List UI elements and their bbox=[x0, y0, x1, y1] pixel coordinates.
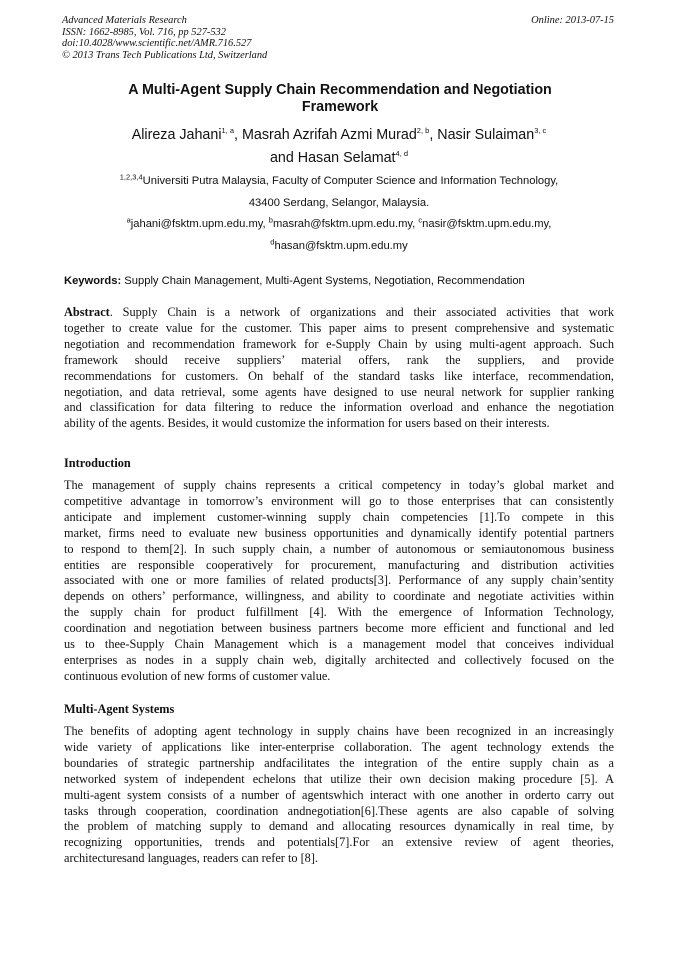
author-name: Masrah Azrifah Azmi Murad bbox=[241, 127, 417, 143]
email-link[interactable]: nasir@fsktm.upm.edu.my, bbox=[422, 218, 552, 230]
body-line: wide variety of applications like inter-enterprise collaboration. The agent technology extends the bbox=[64, 739, 614, 754]
abstract-line: negotiation, and data retrieval, some agents have designed to use neural network for supplier ranking bbox=[64, 384, 614, 399]
abstract-line: ability of the agents. Besides, it would customize the information for users based on their interests. bbox=[64, 416, 550, 431]
affiliation-line bbox=[64, 171, 614, 193]
author-superscript: 2, b bbox=[416, 126, 430, 136]
author-superscript: 1, a bbox=[221, 126, 235, 136]
copyright-line: © 2013 Trans Tech Publications Ltd, Switzerland bbox=[62, 49, 268, 61]
email-superscript: c bbox=[418, 215, 423, 225]
author-line bbox=[64, 147, 614, 170]
email-superscript: d bbox=[270, 236, 275, 246]
keywords bbox=[64, 274, 620, 288]
body-line: anticipate and implement customer-winning supply chain competencies [1].To compete in this bbox=[64, 509, 614, 524]
abstract-line: negotiation and recommendation framework for e-Supply Chain by using multi-agent approach. Such bbox=[64, 336, 614, 351]
author-superscript: 3, c bbox=[534, 126, 547, 136]
body-line: recognizing opportunities, trends and potentials[7].For an extensive review of agent theories, bbox=[64, 835, 614, 850]
affiliation-text: Universiti Putra Malaysia, Faculty of Computer Science and Information Technology, bbox=[142, 175, 559, 187]
abstract-label: Abstract bbox=[64, 305, 110, 319]
body-line: continuous evolution of new forms of customer value. bbox=[64, 668, 331, 683]
body-line: us to thee-Supply Chain Management which is a management model that conceives individual bbox=[64, 637, 614, 652]
author-line: Alireza Jahani$^{1, a}$, Masrah Azrifah Azmi Murad$^{2, b}$, Nasir Sulaiman$^{3, c}$ bbox=[131, 126, 547, 143]
introduction-heading: Introduction bbox=[64, 456, 131, 470]
online-date: Online: 2013-07-15 bbox=[531, 15, 614, 26]
body-line: coordination and negotiation between business partners become more efficient and functional and led bbox=[64, 621, 614, 636]
email-superscript: a bbox=[126, 215, 131, 225]
body-line: multi-agent system consists of a number of agentswhich interact with one another in orderto carry out bbox=[64, 787, 614, 802]
running-header bbox=[62, 15, 267, 61]
title-line: A Multi-Agent Supply Chain Recommendation and Negotiation bbox=[128, 82, 552, 98]
journal-name: Advanced Materials Research bbox=[62, 15, 187, 26]
body-line: The management of supply chains represents a critical competency in today’s global market and bbox=[64, 478, 614, 492]
email-link[interactable]: hasan@fsktm.upm.edu.my bbox=[274, 239, 408, 252]
body-line: enterprises as nodes in a supply chain web, digitally architected and collectively focused on the bbox=[64, 652, 614, 667]
address-line: 43400 Serdang, Selangor, Malaysia. bbox=[248, 196, 430, 209]
keywords-label: Keywords: bbox=[64, 275, 122, 287]
author-name: and Hasan Selamat bbox=[269, 150, 396, 166]
author-name: Nasir Sulaiman bbox=[437, 127, 535, 143]
body-line: boundaries of strategic partnership andfacilitates the integration of the entire supply chain as a bbox=[64, 755, 614, 770]
abstract-line: recommendations for customers. On behalf of the standard tasks like interface, recommendation, bbox=[64, 368, 614, 383]
title-line: Framework bbox=[301, 99, 379, 115]
body-line: tasks through cooperation, coordination andnegotiation[6].These agents are also capable of solving bbox=[64, 803, 614, 818]
paper-title bbox=[90, 82, 590, 116]
author-list bbox=[64, 124, 614, 170]
body-line: The benefits of adopting agent technology in supply chains have been recognized in an increasingly bbox=[64, 724, 614, 738]
affiliation-superscript: 1,2,3,4 bbox=[119, 172, 143, 182]
body-line: depends on others’ performance, willingness, and ability to coordinate and negotiate activities within bbox=[64, 589, 614, 604]
body-line: to respond to them[2]. In such supply chain, a number of autonomous or semiautonomous business bbox=[64, 541, 614, 556]
email-superscript: b bbox=[268, 215, 273, 225]
body-line: architecturesand languages, readers can refer to [8]. bbox=[64, 851, 318, 866]
multi-agent-heading: Multi-Agent Systems bbox=[64, 702, 175, 716]
abstract-paragraph bbox=[64, 305, 614, 432]
author-superscript: 4, d bbox=[395, 149, 409, 159]
abstract-line: framework should receive suppliers’ material offers, rank the suppliers, and provide bbox=[64, 352, 614, 367]
body-line: market, firms need to evaluate new business opportunities and dynamically identify potential partners bbox=[64, 525, 614, 540]
affiliation-block bbox=[64, 171, 614, 257]
abstract-line: and classification for data filtering to reduce the information overload and enhance the negotiation bbox=[64, 400, 614, 415]
email-line bbox=[64, 214, 614, 236]
email-line bbox=[64, 236, 614, 258]
abstract-line: Abstract. Supply Chain is a network of organizations and their associated activities that work bbox=[64, 305, 614, 319]
introduction-paragraph bbox=[64, 478, 614, 685]
issn-line: ISSN: 1662-8985, Vol. 716, pp 527-532 bbox=[62, 26, 226, 38]
body-line: entities are responsible cooperatively for procurement, manufacturing and distribution activities bbox=[64, 557, 614, 572]
abstract-line: together to create value for the customer. This paper aims to present comprehensive and systematic bbox=[64, 320, 614, 335]
multi-agent-paragraph bbox=[64, 724, 614, 867]
author-name: Alireza Jahani bbox=[131, 127, 222, 143]
body-line: networked system of independent echelons that utilize their own decision making procedure [5]. A bbox=[64, 771, 614, 786]
body-line: competitive advantage in tomorrow’s environment will go to those enterprises that can consistently bbox=[64, 493, 614, 508]
email-link[interactable]: masrah@fsktm.upm.edu.my, bbox=[272, 218, 419, 230]
body-line: the supply chain for product fulfillment [4]. With the emergence of Information Technology, bbox=[64, 605, 614, 620]
body-line: associated with one or more families of related products[3]. Performance of any supply chain’sentity bbox=[64, 573, 614, 588]
body-line: the problem of matching supply to demand and allocating resources dynamically in real time, by bbox=[64, 819, 614, 834]
doi-line[interactable]: doi:10.4028/www.scientific.net/AMR.716.527 bbox=[62, 38, 252, 49]
keywords-text: Supply Chain Management, Multi-Agent Systems, Negotiation, Recommendation bbox=[121, 275, 525, 287]
email-link[interactable]: jahani@fsktm.upm.edu.my, bbox=[130, 218, 269, 230]
